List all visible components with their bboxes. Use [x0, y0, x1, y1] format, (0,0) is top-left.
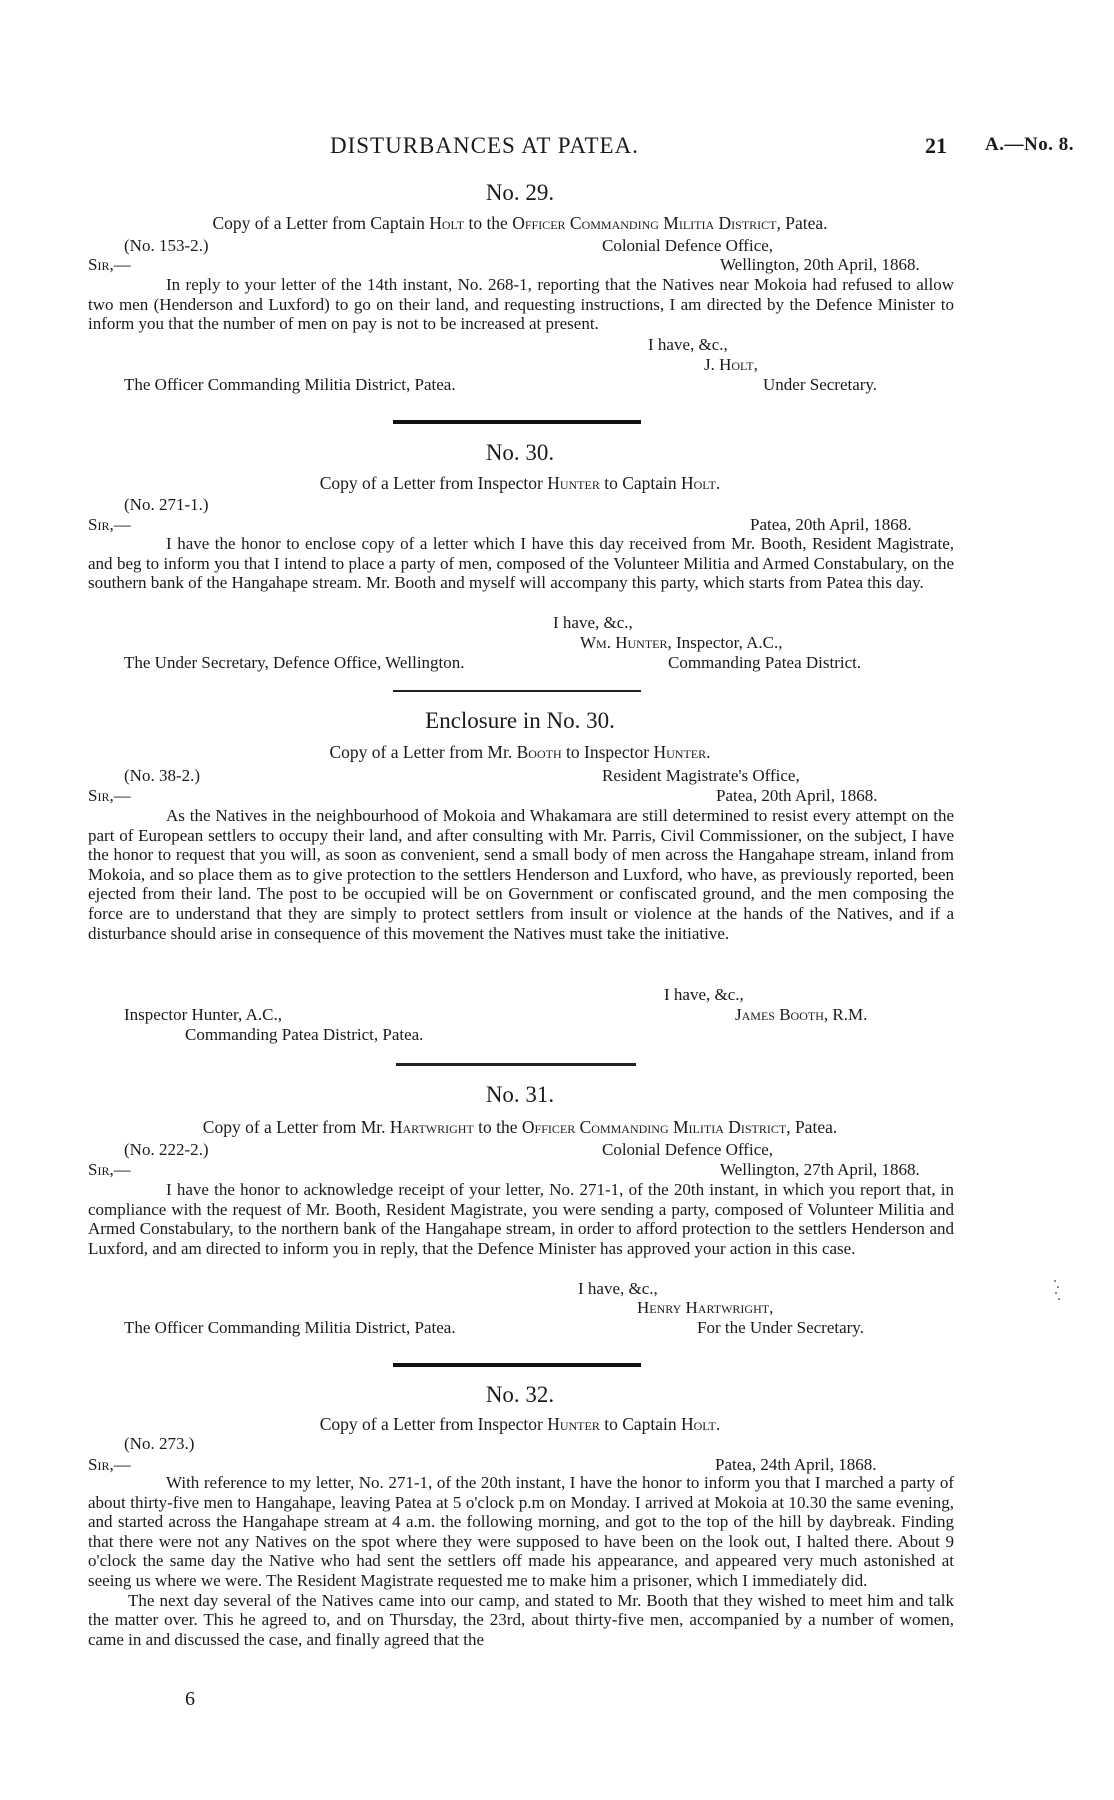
letter-31-office: Colonial Defence Office, — [602, 1140, 774, 1159]
enclosure-closing: I have, &c., — [664, 985, 744, 1004]
letter-30-signature-title: Commanding Patea District. — [668, 653, 862, 672]
enclosure-signature: James Booth, R.M. — [735, 1005, 868, 1024]
enclosure-salutation: Sir,— — [88, 786, 131, 805]
letter-30-addressee: The Under Secretary, Defence Office, Wellington. — [124, 653, 465, 672]
paragraph: I have the honor to enclose copy of a letter which I have this day received from Mr. Booth, Resident Magistrate, and beg to inform you that I intend to place a party of men, composed of the Volunteer Militia and Armed Constabulary, on the southern bank of the Hangahape stream. Mr. Booth and myself will accompany this party, which starts from Patea this day. — [88, 534, 954, 593]
letter-30-signature: Wm. Hunter, Inspector, A.C., — [580, 633, 783, 652]
enclosure-addressee: Inspector Hunter, A.C., — [124, 1005, 282, 1024]
letter-29-signature-title: Under Secretary. — [763, 375, 878, 394]
letter-31-heading: No. 31. — [485, 1082, 555, 1107]
letter-32-date: Patea, 24th April, 1868. — [715, 1455, 877, 1474]
letter-29-office: Colonial Defence Office, — [602, 236, 774, 255]
letter-29-closing: I have, &c., — [648, 335, 728, 354]
letter-29-salutation: Sir,— — [88, 255, 131, 274]
letter-31-signature-title: For the Under Secretary. — [697, 1318, 864, 1337]
enclosure-date: Patea, 20th April, 1868. — [716, 786, 878, 805]
enclosure-body — [88, 806, 954, 943]
letter-29-caption: Copy of a Letter from Captain Holt to the Officer Commanding Militia District, Patea. — [212, 213, 828, 233]
letter-32-salutation: Sir,— — [88, 1455, 131, 1474]
letter-30-salutation: Sir,— — [88, 515, 131, 534]
letter-31-closing: I have, &c., — [578, 1279, 658, 1298]
margin-speckle — [1052, 1280, 1062, 1302]
letter-30-date: Patea, 20th April, 1868. — [750, 515, 912, 534]
section-divider — [393, 420, 641, 424]
letter-29-addressee: The Officer Commanding Militia District, Patea. — [124, 375, 456, 394]
section-divider — [393, 690, 641, 692]
letter-31-body — [88, 1180, 954, 1258]
letter-30-caption: Copy of a Letter from Inspector Hunter to Captain Holt. — [319, 473, 721, 493]
enclosure-heading: Enclosure in No. 30. — [425, 708, 615, 733]
running-title: DISTURBANCES AT PATEA. — [330, 133, 639, 158]
paragraph: In reply to your letter of the 14th instant, No. 268-1, reporting that the Natives near Mokoia had refused to allow two men (Henderson and Luxford) to go on their land, and requesting instructions, I am directed by the Defence Minister to inform you that the number of men on pay is not to be increased at present. — [88, 275, 954, 334]
letter-29-body — [88, 275, 954, 334]
paper-reference: A.—No. 8. — [985, 134, 1074, 155]
paragraph: With reference to my letter, No. 271-1, of the 20th instant, I have the honor to inform you that I marched a party of about thirty-five men to Hangahape, leaving Patea at 5 o'clock p.m on Monday. I arrived at Mokoia at 10.30 the same evening, and started across the Hangahape stream at 4 a.m. the following morning, and got to the top of the hill by daybreak. Finding that there were not any Natives on the spot where they were supposed to have been on the look out, I halted there. About 9 o'clock the same day the Native who had sent the settlers off made his appearance, and appeared very much astonished at seeing us where we were. The Resident Magistrate requested me to make him a prisoner, which I immediately did. — [88, 1473, 954, 1590]
letter-32-caption: Copy of a Letter from Inspector Hunter to Captain Holt. — [319, 1414, 721, 1434]
letter-32-ref: (No. 273.) — [124, 1434, 195, 1453]
letter-31-ref: (No. 222-2.) — [124, 1140, 209, 1159]
enclosure-ref: (No. 38-2.) — [124, 766, 201, 785]
letter-29-signature: J. Holt, — [704, 355, 758, 374]
letter-30-body — [88, 534, 954, 593]
page-number: 21 — [925, 133, 947, 158]
enclosure-caption: Copy of a Letter from Mr. Booth to Inspector Hunter. — [329, 742, 711, 762]
paragraph: As the Natives in the neighbourhood of Mokoia and Whakamara are still determined to resist every attempt on the part of European settlers to occupy their land, and after consulting with Mr. Parris, Civil Commissioner, on the subject, I have the honor to request that you will, as soon as convenient, send a small body of men across the Hangahape stream, inland from Mokoia, and so place them as to give protection to the settlers Henderson and Luxford, who have, as previously reported, been ejected from their land. The post to be occupied will be on Government or confiscated ground, and the men composing the force are to understand that they are simply to protect settlers from insult or violence at the hands of the Natives, and if a disturbance should arise in consequence of this movement the Natives must take the initiative. — [88, 806, 954, 943]
letter-30-heading: No. 30. — [485, 440, 555, 465]
section-divider — [396, 1063, 636, 1066]
signature-mark: 6 — [185, 1688, 195, 1710]
enclosure-addressee-line2: Commanding Patea District, Patea. — [185, 1025, 424, 1044]
letter-30-ref: (No. 271-1.) — [124, 495, 209, 514]
letter-29-heading: No. 29. — [485, 180, 555, 205]
paragraph: The next day several of the Natives came into our camp, and stated to Mr. Booth that they wished to meet him and talk the matter over. This he agreed to, and on Thursday, the 23rd, about thirty-five men, accompanied by a number of women, came in and discussed the case, and finally agreed that the — [88, 1590, 954, 1649]
letter-29-ref: (No. 153-2.) — [124, 236, 209, 255]
letter-32-heading: No. 32. — [485, 1382, 555, 1407]
letter-31-date: Wellington, 27th April, 1868. — [720, 1160, 920, 1179]
section-divider — [393, 1363, 641, 1367]
letter-29-date: Wellington, 20th April, 1868. — [720, 255, 920, 274]
letter-31-addressee: The Officer Commanding Militia District, Patea. — [124, 1318, 456, 1337]
enclosure-office: Resident Magistrate's Office, — [602, 766, 800, 785]
letter-31-signature: Henry Hartwright, — [637, 1298, 774, 1317]
paragraph: I have the honor to acknowledge receipt of your letter, No. 271-1, of the 20th instant, in which you report that, in compliance with the request of Mr. Booth, Resident Magistrate, you were sending a party, composed of Volunteer Militia and Armed Constabulary, to the northern bank of the Hangahape stream, in order to afford protection to the settlers Henderson and Luxford, and am directed to inform you in reply, that the Defence Minister has approved your action in this case. — [88, 1180, 954, 1258]
letter-31-salutation: Sir,— — [88, 1160, 131, 1179]
letter-30-closing: I have, &c., — [553, 613, 633, 632]
letter-32-body — [88, 1473, 954, 1649]
letter-31-caption: Copy of a Letter from Mr. Hartwright to the Officer Commanding Militia District, Patea. — [202, 1117, 838, 1137]
